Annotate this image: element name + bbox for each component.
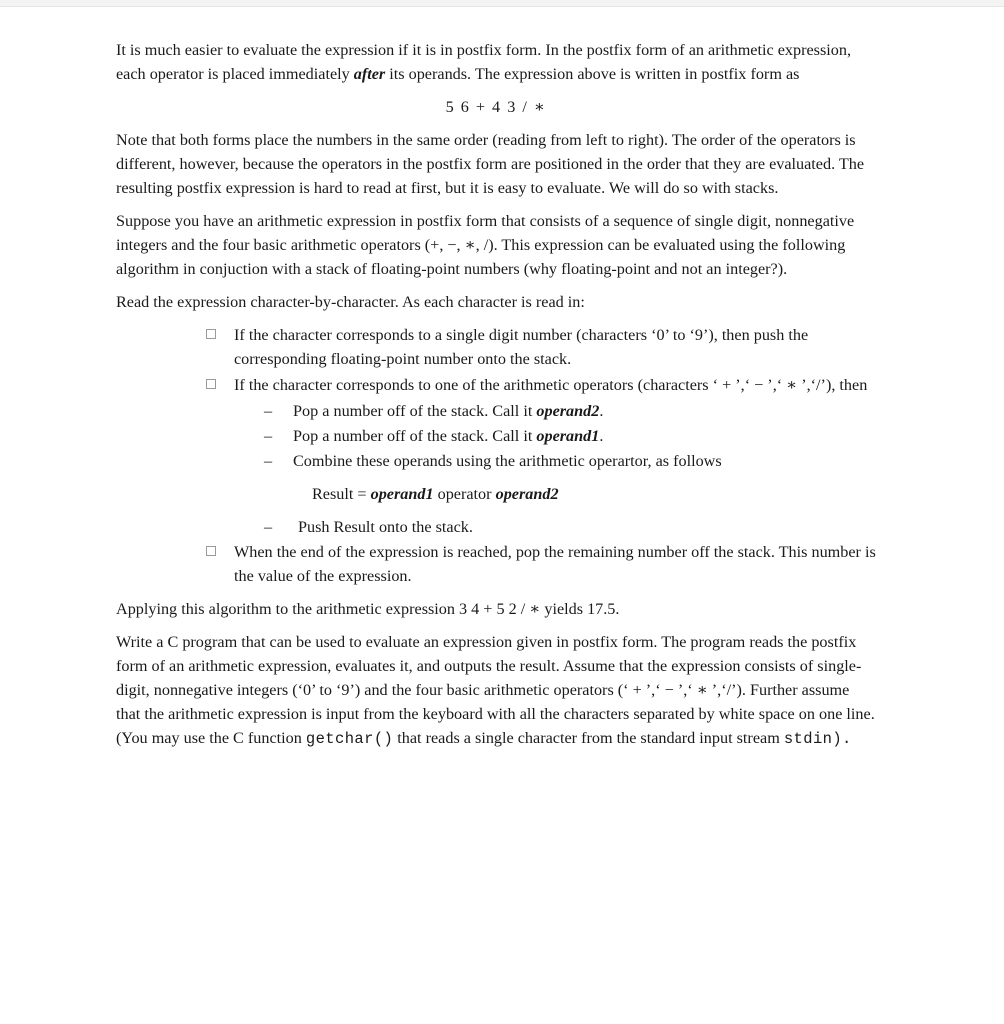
top-bar — [0, 0, 1004, 7]
pop2-period: . — [599, 402, 604, 420]
result-operand2: operand2 — [495, 485, 559, 503]
dash-marker: – — [264, 518, 273, 536]
order-paragraph: Note that both forms place the numbers in the same order (reading from left to right). The order of the operators is different, however, because the operators in the postfix form are positioned in the order that they are evaluated. The resulting postfix expression is hard to read at first, but it is easy to evaluate. We will do so with stacks. — [116, 131, 865, 197]
substep-pop-operand1 — [116, 424, 876, 448]
pop1-period: . — [599, 427, 604, 445]
push-substep-list — [116, 515, 876, 539]
push-result-text: Push Result onto the stack. — [298, 518, 473, 536]
checkbox-icon — [206, 379, 216, 389]
getchar-code: getchar() — [305, 730, 394, 748]
task-text-mid: that reads a single character from the standard input stream — [393, 729, 784, 747]
step-operator-text: If the character corresponds to one of the arithmetic operators (characters ‘ + ’,‘ − ’,‘ ∗ ’,‘/’), then — [234, 376, 868, 394]
step-digit — [116, 323, 876, 371]
combine-text: Combine these operands using the arithmetic operartor, as follows — [293, 452, 722, 470]
intro-text-end: its operands. The expression above is written in postfix form as — [385, 65, 800, 83]
algorithm-intro-paragraph: Suppose you have an arithmetic expression in postfix form that consists of a sequence of single digit, nonnegative integers and the four basic arithmetic operators (+, −, ∗, /). This expression can be evaluated using the following algorithm in conjuction with a stack of floating-point numbers (why floating-point and not an integer?). — [116, 212, 855, 278]
result-formula — [116, 482, 876, 506]
example-result-paragraph: Applying this algorithm to the arithmetic expression 3 4 + 5 2 / ∗ yields 17.5. — [116, 600, 620, 618]
result-operand1: operand1 — [370, 485, 434, 503]
dash-marker: – — [264, 402, 273, 420]
dash-marker: – — [264, 452, 273, 470]
operand2-name: operand2 — [536, 402, 600, 420]
checkbox-icon — [206, 546, 216, 556]
pop2-text: Pop a number off of the stack. Call it — [293, 402, 537, 420]
step-end-text: When the end of the expression is reached, pop the remaining number off the stack. This number is the value of the expression. — [234, 543, 876, 585]
algorithm-final-step — [116, 540, 876, 588]
checkbox-icon — [206, 329, 216, 339]
document-page — [116, 38, 876, 760]
step-operator — [116, 373, 876, 397]
algorithm-steps — [116, 323, 876, 397]
emphasis-after: after — [353, 65, 386, 83]
substep-combine — [116, 449, 876, 473]
postfix-example: 5 6 + 4 3 / ∗ — [445, 98, 547, 116]
read-instructions: Read the expression character-by-character. As each character is read in: — [116, 293, 585, 311]
substep-pop-operand2 — [116, 399, 876, 423]
intro-paragraph — [116, 38, 876, 86]
dash-marker: – — [264, 427, 273, 445]
stdin-code: stdin). — [783, 730, 852, 748]
pop1-text: Pop a number off of the stack. Call it — [293, 427, 537, 445]
task-text: Write a C program that can be used to evaluate an expression given in postfix form. The program reads the postfix form of an arithmetic expression, evaluates it, and outputs the result. Assume that the expression consists of single-digit, nonnegative integers (‘0’ to ‘9’) and the four basic arithmetic operators (‘ + ’,‘ − ’,‘ ∗ ’,‘/’). Further assume that the arithmetic expression is input from the keyboard with all the characters separated by white space on one line. (You may use the C function — [116, 633, 875, 747]
intro-text-start: It is much easier to evaluate the expression if it is in postfix form. In the postfix form of an arithmetic expression, each operator is placed immediately — [116, 41, 851, 83]
operator-substeps — [116, 399, 876, 473]
substep-push-result — [116, 515, 876, 539]
step-digit-text: If the character corresponds to a single digit number (characters ‘0’ to ‘9’), then push the corresponding floating-point number onto the stack. — [234, 326, 809, 368]
result-label: Result = — [312, 485, 371, 503]
step-end — [116, 540, 876, 588]
result-operator-word: operator — [433, 485, 496, 503]
operand1-name: operand1 — [536, 427, 600, 445]
task-paragraph — [116, 630, 876, 751]
